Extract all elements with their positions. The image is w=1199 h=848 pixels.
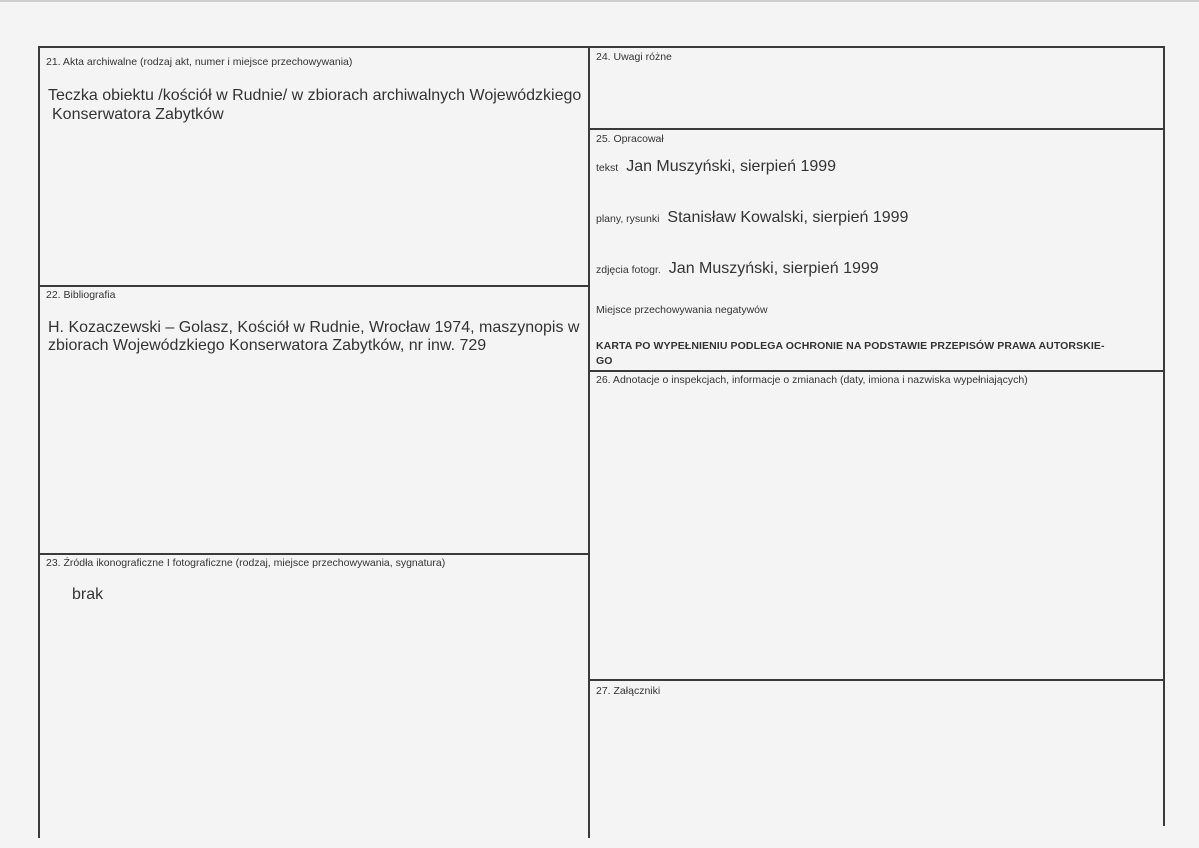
section-22-label: 22. Bibliografia — [46, 289, 116, 301]
zdjecia-value: Jan Muszyński, sierpień 1999 — [668, 260, 879, 277]
copyright-note-line1: KARTA PO WYPEŁNIENIU PODLEGA OCHRONIE NA PODSTAWIE PRZEPISÓW PRAWA AUTORSKIE- — [596, 340, 1105, 352]
plany-label: plany, rysunki — [596, 213, 660, 225]
section-27-label: 27. Załączniki — [596, 685, 661, 697]
section-26-label: 26. Adnotacje o inspekcjach, informacje o zmianach (daty, imiona i nazwiska wypełniających) — [596, 374, 1028, 386]
zdjecia-label: zdjęcia fotogr. — [596, 264, 661, 276]
section-21-text-line1: Teczka obiektu /kościół w Rudnie/ w zbiorach archiwalnych Wojewódzkiego — [48, 87, 582, 104]
divider-24-25 — [588, 128, 1164, 130]
top-border — [38, 46, 1164, 48]
divider-21-22 — [38, 285, 589, 287]
miejsce-label: Miejsce przechowywania negatywów — [596, 304, 768, 316]
section-21-label: 21. Akta archiwalne (rodzaj akt, numer i miejsce przechowywania) — [46, 56, 353, 68]
field-tekst — [596, 158, 836, 176]
field-plany — [596, 209, 908, 227]
divider-26-27 — [588, 679, 1164, 681]
middle-divider — [588, 46, 590, 838]
copyright-note-line2: GO — [596, 355, 613, 367]
section-23-label: 23. Źródła ikonograficzne I fotograficzne (rodzaj, miejsce przechowywania, sygnatura) — [46, 557, 446, 569]
right-border — [1163, 46, 1165, 826]
divider-25-26 — [588, 370, 1164, 372]
divider-22-23 — [38, 553, 589, 555]
tekst-label: tekst — [596, 162, 619, 174]
section-22-text-line1: H. Kozaczewski – Golasz, Kościół w Rudnie, Wrocław 1974, maszynopis w — [48, 319, 580, 336]
section-22-text-line2: zbiorach Wojewódzkiego Konserwatora Zabytków, nr inw. 729 — [48, 337, 487, 354]
section-25-label: 25. Opracował — [596, 133, 664, 145]
field-zdjecia — [596, 260, 879, 278]
tekst-value: Jan Muszyński, sierpień 1999 — [626, 158, 837, 175]
section-24-label: 24. Uwagi różne — [596, 51, 672, 63]
section-21-text-line2: Konserwatora Zabytków — [52, 106, 224, 123]
section-23-text: brak — [72, 586, 104, 603]
left-border — [38, 46, 40, 838]
plany-value: Stanisław Kowalski, sierpień 1999 — [667, 209, 909, 226]
